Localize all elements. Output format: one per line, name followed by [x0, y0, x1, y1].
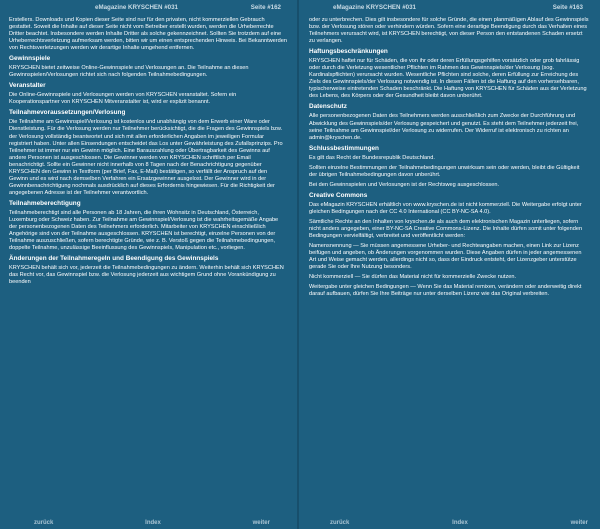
section-heading: Änderungen der Teilnahmeregeln und Beendigung des Gewinnspiels: [9, 255, 219, 263]
back-link[interactable]: zurück: [34, 520, 54, 526]
section-heading: Haftungsbeschränkungen: [309, 48, 388, 56]
section-heading: Schlussbestimmungen: [309, 144, 379, 152]
paragraph: Bei den Gewinnspielen und Verlosungen ist der Rechtsweg ausgeschlossen.: [309, 181, 499, 188]
page-body: [309, 17, 589, 298]
index-link[interactable]: Index: [452, 520, 468, 526]
paragraph: oder zu unterbrechen. Dies gilt insbesondere für solche Gründe, die einen planmäßigen Ablauf des Gewinnspiels bzw. der Verlosung stören oder verhindern würden. Sofern eine derartige Beendigung durch das Verhalten eines Teilnehmers verursacht wird, ist KRYSCHEN berechtigt, von dieser Person den entstandenen Schaden ersetzt zu verlangen.: [309, 17, 589, 45]
paragraph: Namensnennung — Sie müssen angemessene Urheber- und Rechteangaben machen, einen Link zur Lizenz beifügen und angeben, ob Änderungen vorgenommen wurden. Diese Angaben dürfen in jeder angemessenen Art und Weise gemacht werden, allerdings nicht so, dass der Eindruck entsteht, der Lizenzgeber unterstütze gerade Sie oder Ihre Nutzung besonders.: [309, 243, 582, 271]
next-link[interactable]: weiter: [252, 520, 270, 526]
paragraph: KRYSCHEN haftet nur für Schäden, die von ihr oder deren Erfüllungsgehilfen vorsätzlich oder grob fahrlässig oder durch die Verletzung wesentlicher Pflichten im Rahmen des Gewinnspiels/der Verlosung (sog. Kardinalspflichten) verursacht wurden. Wesentliche Pflichten sind solche, deren Erfüllung zur Erreichung des Ziels des Gewinnspiels/der Verlosung notwendig ist. In diesen Fällen ist die Haftung auf den vorhersehbaren, typischerweise eintretenden Schaden beschränkt. Die Haftung von KRYSCHEN für Schäden aus der Verletzung des Lebens, des Körpers oder der Gesundheit bleibt davon unberührt.: [309, 58, 587, 100]
section-heading: Datenschutz: [309, 103, 347, 111]
page-header: [309, 0, 589, 14]
page-number: Seite #163: [552, 3, 583, 11]
page-footer: [302, 520, 596, 526]
paragraph: Es gilt das Recht der Bundesrepublik Deutschland.: [309, 154, 435, 161]
paragraph: Sollten einzelne Bestimmungen der Teilnahmebedingungen unwirksam sein oder werden, bleibt die Gültigkeit der übrigen Teilnahmebedingungen davon unberührt.: [309, 164, 580, 178]
next-link[interactable]: weiter: [570, 520, 588, 526]
page-body: [9, 17, 287, 286]
right-page: [302, 0, 596, 529]
left-page: [0, 0, 294, 529]
paragraph: Die Online-Gewinnspiele und Verlosungen werden von KRYSCHEN veranstaltet. Sofern ein Kooperationspartner von KRYSCHEN Mitveranstalter ist, wird er explizit benannt.: [9, 92, 237, 106]
index-link[interactable]: Index: [145, 520, 161, 526]
paragraph: KRYSCHEN behält sich vor, jederzeit die Teilnahmebedingungen zu ändern. Weiterhin behält sich KRYSCHEN das Recht vor, das Gewinnspiel bzw. die Verlosung jederzeit aus wichtigem Grund ohne Vorankündigung zu beenden: [9, 265, 284, 286]
section-heading: Creative Commons: [309, 191, 368, 199]
magazine-title: eMagazine KRYSCHEN #031: [333, 3, 416, 11]
paragraph: Sämtliche Rechte an den Inhalten von kryschen.de als auch dem elektronischen Magazin unterliegen, sofern nicht anders angegeben, einer BY-NC-SA Creative Commons-Lizenz. Die Inhalte dürfen somit unter folgenden Bedingungen vervielfältigt, verbreitet und veröffentlicht werden:: [309, 218, 583, 240]
section-heading: Teilnahmevoraussetzungen/Verlosung: [9, 109, 126, 117]
section-heading: Veranstalter: [9, 82, 46, 90]
back-link[interactable]: zurück: [330, 520, 350, 526]
paragraph: Erstellers. Downloads und Kopien dieser Seite sind nur für den privaten, nicht kommerziellen Gebrauch gestattet. Soweit die Inhalte auf dieser Seite nicht vom Betreiber erstellt wurden, werden die Urheberrechte Dritter beachtet. Insbesondere werden Inhalte Dritter als solche gekennzeichnet. Sollten Sie trotzdem auf eine Urheberrechtsverletzung aufmerksam werden, bitten wir um einen entsprechenden Hinweis. Bei Bekanntwerden von Rechtsverletzungen werden wir derartige Inhalte umgehend entfernen.: [9, 17, 287, 52]
section-heading: Gewinnspiele: [9, 55, 51, 63]
page-header: [9, 0, 287, 14]
page-number: Seite #162: [250, 3, 281, 11]
paragraph: Das eMagazin KRYSCHEN erhältlich von www.kryschen.de ist nicht kommerziell. Die Weitergabe erfolgt unter gleichen Bedingungen nach der CC 4.0 International (CC BY-NC-SA 4.0).: [309, 201, 582, 215]
paragraph: Alle personenbezogenen Daten des Teilnehmers werden ausschließlich zum Zwecke der Durchführung und Abwicklung des Gewinnspiels/der Verlosung gespeichert und genutzt. Es steht dem Teilnehmer jederzeit frei, seine Teilnahme am Gewinnspiel/der Verlosung zu widerrufen. Der Widerruf ist elektronisch zu richten an admin@kryschen.de.: [309, 113, 579, 141]
page-footer: [0, 520, 294, 526]
page-gutter: [297, 0, 299, 529]
paragraph: Nicht kommerziell — Sie dürfen das Material nicht für kommerzielle Zwecke nutzen.: [309, 274, 517, 281]
paragraph: Teilnahmeberechtigt sind alle Personen ab 18 Jahren, die ihren Wohnsitz in Deutschland, Österreich, Luxemburg oder Schweiz haben. Zur Teilnahme am Gewinnspiel/Verlosung ist die wahrheitsgemäße Angabe der personenbezogenen Daten des Teilnehmers erforderlich. Mitarbeiter von KRYSCHEN einschließlich Angehörige sind von der Teilnahme ausgeschlossen. KRYSCHEN ist berechtigt, einzelne Personen von der Teilnahme auszuschließen, sofern berechtigte Gründe, wie z. B. Verstoß gegen die Teilnahmebedingungen, doppelte Teilnahme, unzulässige Beeinflussung des Gewinnspiels, Manipulation etc., vorliegen.: [9, 209, 279, 252]
magazine-title: eMagazine KRYSCHEN #031: [95, 3, 178, 11]
paragraph: KRYSCHEN bietet zeitweise Online-Gewinnspiele und Verlosungen an. Die Teilnahme an diesen Gewinnspielen/Verlosungen richtet sich nach folgenden Teilnahmebedingungen.: [9, 65, 249, 79]
section-heading: Teilnahmeberechtigung: [9, 199, 81, 207]
paragraph: Die Teilnahme am Gewinnspiel/Verlosung ist kostenlos und unabhängig von dem Erwerb einer Ware oder Dienstleistung. Für die Verlosung werden nur Teilnehmer berücksichtigt, die die Fragen des Gewinnspiels bzw. der Verlosung vollständig beantwortet und sich mit allen erforderlichen Angaben im jeweiligen Formular registriert haben. Unter allen Einsendungen entscheidet das Los unter Gewährleistung des Zufallsprinzips. Pro Teilnehmer ist immer nur ein Gewinn möglich. Eine Barauszahlung oder Übertragbarkeit des Gewinns auf andere Personen ist ausgeschlossen. Die Gewinner werden von KRYSCHEN schriftlich per Email benachrichtigt. Sollte ein Gewinner nicht innerhalb von 8 Tagen nach der Benachrichtigung gegenüber KRYSCHEN den Gewinn in Textform (per Brief, Fax, E-Mail) bestätigen, so verfällt der Anspruch auf den Gewinn und es wird nach demselben Verfahren ein Ersatzgewinner ausgelost. Der Gewinner wird in der Gewinnbenachrichtigung nochmals ausdrücklich auf dieses Erfordernis hingewiesen. Für die Richtigkeit der angegebenen Adresse ist der Teilnehmer verantwortlich.: [9, 119, 283, 196]
paragraph: Weitergabe unter gleichen Bedingungen — Wenn Sie das Material remixen, verändern oder anderweitig direkt darauf aufbauen, dürfen Sie Ihre Beiträge nur unter derselben Lizenz wie das Original verbreiten.: [309, 284, 582, 298]
